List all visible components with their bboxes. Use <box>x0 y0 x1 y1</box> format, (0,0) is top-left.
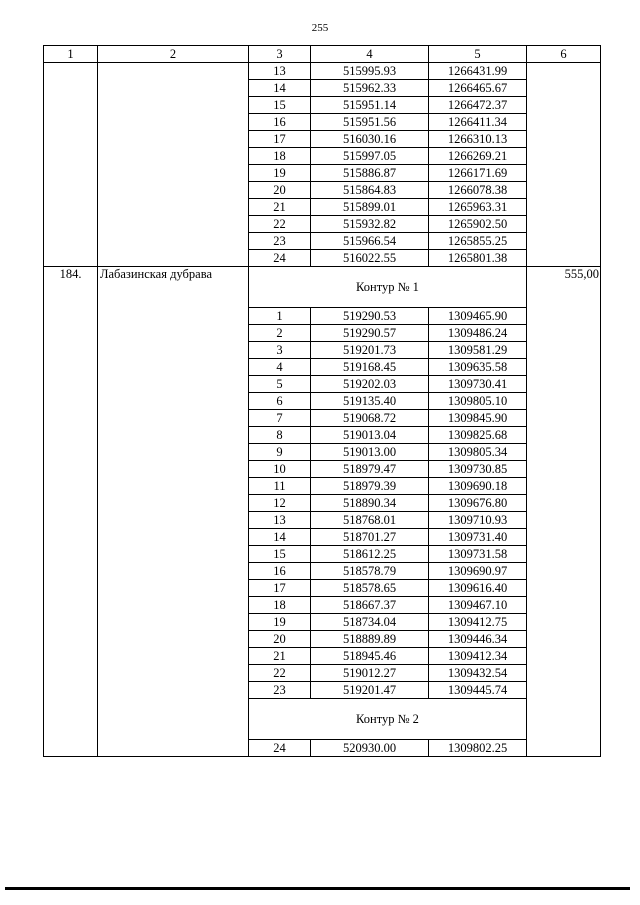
point-row <box>44 63 601 80</box>
coord-x: 518945.46 <box>311 648 429 665</box>
coord-y: 1309467.10 <box>429 597 527 614</box>
coord-y: 1265963.31 <box>429 199 527 216</box>
coord-x: 515864.83 <box>311 182 429 199</box>
point-number: 8 <box>249 427 311 444</box>
point-number: 14 <box>249 529 311 546</box>
coord-y: 1309845.90 <box>429 410 527 427</box>
coord-x: 518578.79 <box>311 563 429 580</box>
coord-y: 1265855.25 <box>429 233 527 250</box>
coord-y: 1309581.29 <box>429 342 527 359</box>
coord-x: 519068.72 <box>311 410 429 427</box>
coord-x: 518890.34 <box>311 495 429 512</box>
coord-x: 515951.14 <box>311 97 429 114</box>
coord-y: 1309731.40 <box>429 529 527 546</box>
point-number: 10 <box>249 461 311 478</box>
coord-x: 519290.53 <box>311 308 429 325</box>
bottom-rule <box>5 887 630 890</box>
coord-y: 1309486.24 <box>429 325 527 342</box>
coord-x: 518612.25 <box>311 546 429 563</box>
coord-y: 1309432.54 <box>429 665 527 682</box>
contour-label: Контур № 2 <box>249 699 527 740</box>
point-number: 3 <box>249 342 311 359</box>
prev-entry-number-cell <box>44 63 98 267</box>
page-number: 255 <box>311 22 329 34</box>
coord-y: 1309802.25 <box>429 740 527 757</box>
point-number: 11 <box>249 478 311 495</box>
coord-y: 1309690.18 <box>429 478 527 495</box>
point-number: 23 <box>249 233 311 250</box>
entry-area: 555,00 <box>527 267 601 757</box>
point-number: 24 <box>249 740 311 757</box>
coord-y: 1266472.37 <box>429 97 527 114</box>
coord-x: 518768.01 <box>311 512 429 529</box>
coord-x: 518667.37 <box>311 597 429 614</box>
coord-y: 1309465.90 <box>429 308 527 325</box>
coord-y: 1265801.38 <box>429 250 527 267</box>
coord-y: 1266310.13 <box>429 131 527 148</box>
point-number: 2 <box>249 325 311 342</box>
column-header-4: 4 <box>311 46 429 63</box>
point-number: 7 <box>249 410 311 427</box>
point-number: 6 <box>249 393 311 410</box>
point-number: 13 <box>249 63 311 80</box>
coord-x: 519202.03 <box>311 376 429 393</box>
coord-y: 1309446.34 <box>429 631 527 648</box>
coord-y: 1309710.93 <box>429 512 527 529</box>
coord-x: 515995.93 <box>311 63 429 80</box>
coord-y: 1309730.85 <box>429 461 527 478</box>
point-number: 22 <box>249 665 311 682</box>
point-number: 18 <box>249 597 311 614</box>
coordinates-table <box>43 45 601 757</box>
coord-x: 520930.00 <box>311 740 429 757</box>
coord-x: 519012.27 <box>311 665 429 682</box>
coord-y: 1309805.10 <box>429 393 527 410</box>
contour-label: Контур № 1 <box>249 267 527 308</box>
point-number: 24 <box>249 250 311 267</box>
coord-y: 1266269.21 <box>429 148 527 165</box>
coord-x: 518578.65 <box>311 580 429 597</box>
coord-y: 1266411.34 <box>429 114 527 131</box>
point-number: 14 <box>249 80 311 97</box>
point-number: 21 <box>249 199 311 216</box>
point-number: 17 <box>249 131 311 148</box>
contour-label-row <box>44 267 601 308</box>
coord-y: 1309690.97 <box>429 563 527 580</box>
entry-number: 184. <box>44 267 98 757</box>
coord-y: 1309676.80 <box>429 495 527 512</box>
point-number: 21 <box>249 648 311 665</box>
coord-x: 518734.04 <box>311 614 429 631</box>
point-number: 1 <box>249 308 311 325</box>
coord-y: 1265902.50 <box>429 216 527 233</box>
column-header-2: 2 <box>98 46 249 63</box>
coord-x: 516022.55 <box>311 250 429 267</box>
point-number: 15 <box>249 546 311 563</box>
point-number: 16 <box>249 563 311 580</box>
coord-x: 519168.45 <box>311 359 429 376</box>
coord-y: 1266078.38 <box>429 182 527 199</box>
coord-y: 1309412.34 <box>429 648 527 665</box>
coord-y: 1309412.75 <box>429 614 527 631</box>
coord-x: 515951.56 <box>311 114 429 131</box>
coord-x: 515899.01 <box>311 199 429 216</box>
point-number: 17 <box>249 580 311 597</box>
coord-x: 518889.89 <box>311 631 429 648</box>
point-number: 15 <box>249 97 311 114</box>
point-number: 20 <box>249 182 311 199</box>
point-number: 16 <box>249 114 311 131</box>
column-header-6: 6 <box>527 46 601 63</box>
coord-y: 1309730.41 <box>429 376 527 393</box>
coord-x: 515966.54 <box>311 233 429 250</box>
coord-x: 515997.05 <box>311 148 429 165</box>
header-row <box>44 46 601 63</box>
point-number: 20 <box>249 631 311 648</box>
point-number: 9 <box>249 444 311 461</box>
coord-x: 515962.33 <box>311 80 429 97</box>
coord-y: 1309635.58 <box>429 359 527 376</box>
coord-x: 519013.00 <box>311 444 429 461</box>
coord-y: 1309445.74 <box>429 682 527 699</box>
coord-x: 516030.16 <box>311 131 429 148</box>
column-header-1: 1 <box>44 46 98 63</box>
coord-x: 519201.47 <box>311 682 429 699</box>
point-number: 4 <box>249 359 311 376</box>
coord-x: 518701.27 <box>311 529 429 546</box>
coord-x: 519201.73 <box>311 342 429 359</box>
point-number: 22 <box>249 216 311 233</box>
coord-x: 519290.57 <box>311 325 429 342</box>
point-number: 5 <box>249 376 311 393</box>
coord-x: 519013.04 <box>311 427 429 444</box>
point-number: 23 <box>249 682 311 699</box>
coord-y: 1266465.67 <box>429 80 527 97</box>
coord-x: 515886.87 <box>311 165 429 182</box>
prev-entry-name-cell <box>98 63 249 267</box>
coord-x: 519135.40 <box>311 393 429 410</box>
column-header-3: 3 <box>249 46 311 63</box>
point-number: 19 <box>249 614 311 631</box>
point-number: 13 <box>249 512 311 529</box>
coord-y: 1266171.69 <box>429 165 527 182</box>
coord-y: 1309825.68 <box>429 427 527 444</box>
coord-x: 515932.82 <box>311 216 429 233</box>
point-number: 12 <box>249 495 311 512</box>
coord-x: 518979.47 <box>311 461 429 478</box>
point-number: 18 <box>249 148 311 165</box>
point-number: 19 <box>249 165 311 182</box>
prev-entry-area-cell <box>527 63 601 267</box>
entry-name: Лабазинская дубрава <box>98 267 249 757</box>
column-header-5: 5 <box>429 46 527 63</box>
coord-y: 1309731.58 <box>429 546 527 563</box>
coord-y: 1309616.40 <box>429 580 527 597</box>
coord-x: 518979.39 <box>311 478 429 495</box>
coord-y: 1266431.99 <box>429 63 527 80</box>
coord-y: 1309805.34 <box>429 444 527 461</box>
